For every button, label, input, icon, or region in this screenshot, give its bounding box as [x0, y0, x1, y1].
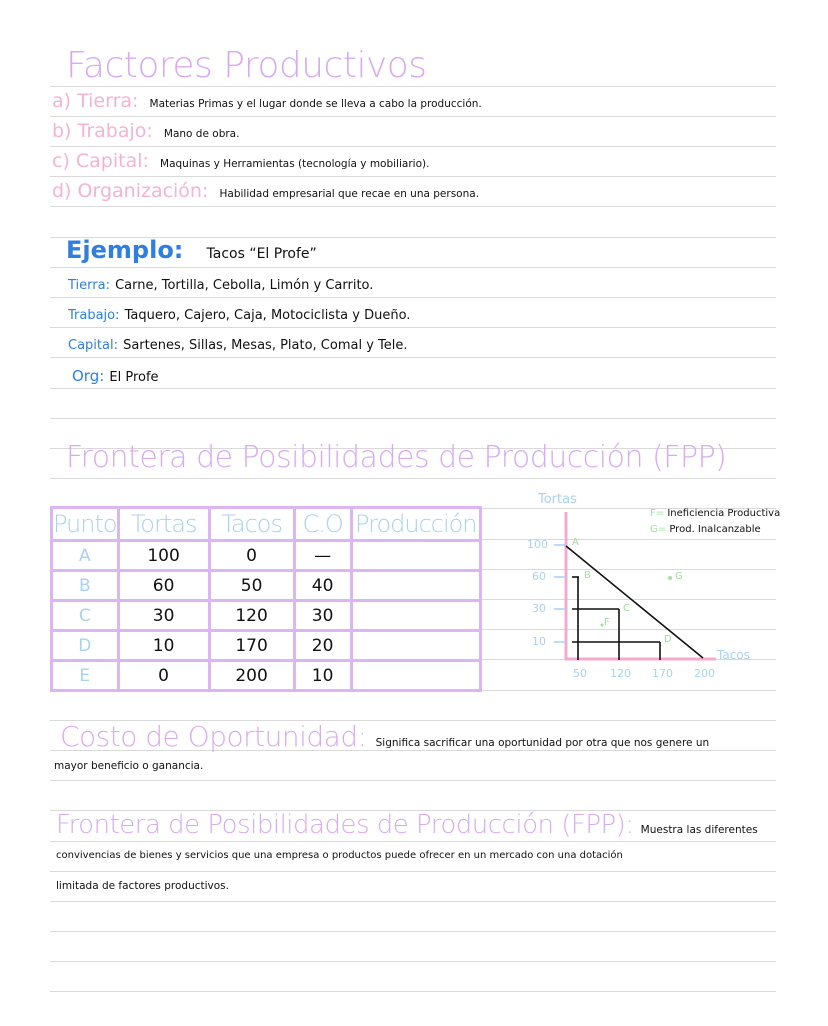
rule-line	[50, 478, 776, 479]
y-tick-30: 30	[532, 602, 546, 615]
point-label-c: C	[623, 603, 630, 614]
x-tick-50: 50	[573, 667, 587, 680]
point-label-a: A	[572, 537, 579, 548]
costo-line-1	[60, 720, 709, 753]
factor-item	[52, 90, 482, 112]
costo-text-2: mayor beneficio o ganancia.	[54, 760, 204, 772]
cell-tacos: 200	[209, 661, 294, 691]
factor-text: Habilidad empresarial que recae en una persona.	[219, 188, 480, 200]
rule-line	[50, 176, 776, 177]
factor-item	[52, 180, 479, 202]
cell-co: 30	[294, 601, 351, 631]
cell-tacos: 0	[209, 541, 294, 571]
col-header-tacos: Tacos	[209, 508, 294, 541]
ejemplo-label: Tierra:	[68, 278, 110, 293]
cell-punto: B	[52, 571, 119, 601]
cell-tacos: 120	[209, 601, 294, 631]
cell-tacos: 170	[209, 631, 294, 661]
fpp-def-line-1	[56, 810, 758, 840]
cell-tortas: 100	[118, 541, 209, 571]
fpp-title: Frontera de Posibilidades de Producción (FPP)	[66, 440, 727, 475]
ejemplo-item	[68, 304, 410, 323]
factor-item	[52, 120, 239, 142]
col-header-produccion: Producción	[351, 508, 480, 541]
cell-punto: E	[52, 661, 119, 691]
rule-line	[50, 418, 776, 419]
cell-tacos: 50	[209, 571, 294, 601]
factor-text: Materias Primas y el lugar donde se lleva a cabo la producción.	[149, 98, 482, 110]
cell-punto: D	[52, 631, 119, 661]
cell-tortas: 0	[118, 661, 209, 691]
ejemplo-label: Trabajo:	[68, 308, 120, 323]
cell-produccion	[351, 541, 480, 571]
rule-line	[50, 327, 776, 328]
legend-key: F	[650, 508, 656, 519]
legend-text: Ineficiencia Productiva	[667, 508, 781, 519]
fpp-def-title: Frontera de Posibilidades de Producción (FPP):	[56, 810, 634, 840]
cell-tortas: 60	[118, 571, 209, 601]
rule-line	[50, 931, 776, 932]
costo-title: Costo de Oportunidad:	[60, 720, 367, 753]
rule-line	[50, 991, 776, 992]
legend-key: G	[650, 524, 658, 535]
ejemplo-item	[68, 334, 408, 353]
costo-text-1: Significa sacrificar una oportunidad por otra que nos genere un	[375, 737, 710, 749]
ejemplo-label: Capital:	[68, 338, 118, 353]
ejemplo-text: El Profe	[109, 370, 159, 385]
table-row	[52, 631, 481, 661]
x-tick-170: 170	[652, 667, 673, 680]
cell-co: —	[294, 541, 351, 571]
col-header-tortas: Tortas	[118, 508, 209, 541]
cell-produccion	[351, 601, 480, 631]
cell-co: 20	[294, 631, 351, 661]
col-header-co: C.O	[294, 508, 351, 541]
fpp-def-text-3: limitada de factores productivos.	[56, 880, 229, 892]
rule-line	[50, 146, 776, 147]
table-row	[52, 571, 481, 601]
rule-line	[50, 116, 776, 117]
factor-text: Mano de obra.	[163, 128, 240, 140]
ejemplo-text: Sartenes, Sillas, Mesas, Plato, Comal y Tele.	[123, 338, 408, 353]
factor-label: d) Organización:	[52, 180, 209, 202]
fpp-def-text-2: convivencias de bienes y servicios que una empresa o productos puede ofrecer en un mercado con una dotación	[56, 850, 623, 861]
y-axis-label: Tortas	[538, 492, 577, 507]
ejemplo-text: Carne, Tortilla, Cebolla, Limón y Carrito.	[115, 278, 374, 293]
cell-produccion	[351, 661, 480, 691]
y-tick-60: 60	[532, 570, 546, 583]
factor-label: a) Tierra:	[52, 90, 139, 112]
legend-item: G= Prod. Inalcanzable	[650, 524, 761, 535]
cell-punto: A	[52, 541, 119, 571]
cell-produccion	[351, 571, 480, 601]
rule-line	[50, 267, 776, 268]
factor-item	[52, 150, 429, 172]
rule-line	[50, 388, 776, 389]
ejemplo-label: Org:	[72, 367, 105, 385]
y-tick-10: 10	[532, 635, 546, 648]
rule-line	[50, 357, 776, 358]
rule-line	[50, 297, 776, 298]
ejemplo-item	[68, 274, 373, 293]
rule-line	[50, 841, 776, 842]
fpp-table	[50, 506, 482, 692]
factor-label: c) Capital:	[52, 150, 149, 172]
rule-line	[50, 780, 776, 781]
legend-item: F= Ineficiencia Productiva	[650, 508, 781, 519]
ejemplo-text: Taquero, Cajero, Caja, Motociclista y Dueño.	[124, 308, 411, 323]
legend-text: Prod. Inalcanzable	[669, 524, 761, 535]
cell-tortas: 30	[118, 601, 209, 631]
table-row	[52, 661, 481, 691]
x-axis-label: Tacos	[717, 648, 750, 662]
point-label-f: F	[604, 617, 610, 628]
point-label-b: B	[584, 570, 591, 581]
y-tick-100: 100	[527, 538, 548, 551]
col-header-punto: Punto	[52, 508, 119, 541]
cell-punto: C	[52, 601, 119, 631]
ejemplo-heading: Ejemplo:	[66, 236, 184, 264]
rule-line	[50, 206, 776, 207]
cell-co: 10	[294, 661, 351, 691]
x-tick-120: 120	[610, 667, 631, 680]
point-label-g: G	[675, 571, 683, 582]
fpp-def-text-1: Muestra las diferentes	[640, 824, 758, 836]
factores-title: Factores Productivos	[66, 45, 427, 86]
rule-line	[50, 961, 776, 962]
cell-co: 40	[294, 571, 351, 601]
ejemplo-subject: Tacos “El Profe”	[206, 246, 317, 262]
rule-line	[50, 871, 776, 872]
ejemplo-header	[66, 236, 317, 264]
table-row	[52, 601, 481, 631]
table-row	[52, 541, 481, 571]
factor-text: Maquinas y Herramientas (tecnología y mobiliario).	[160, 158, 430, 170]
x-tick-200: 200	[694, 667, 715, 680]
factor-label: b) Trabajo:	[52, 120, 153, 142]
fpp-chart	[510, 490, 790, 690]
table-header-row	[52, 508, 481, 541]
point-label-d: D	[664, 634, 672, 645]
rule-line	[50, 901, 776, 902]
ejemplo-item	[72, 366, 159, 385]
cell-produccion	[351, 631, 480, 661]
cell-tortas: 10	[118, 631, 209, 661]
